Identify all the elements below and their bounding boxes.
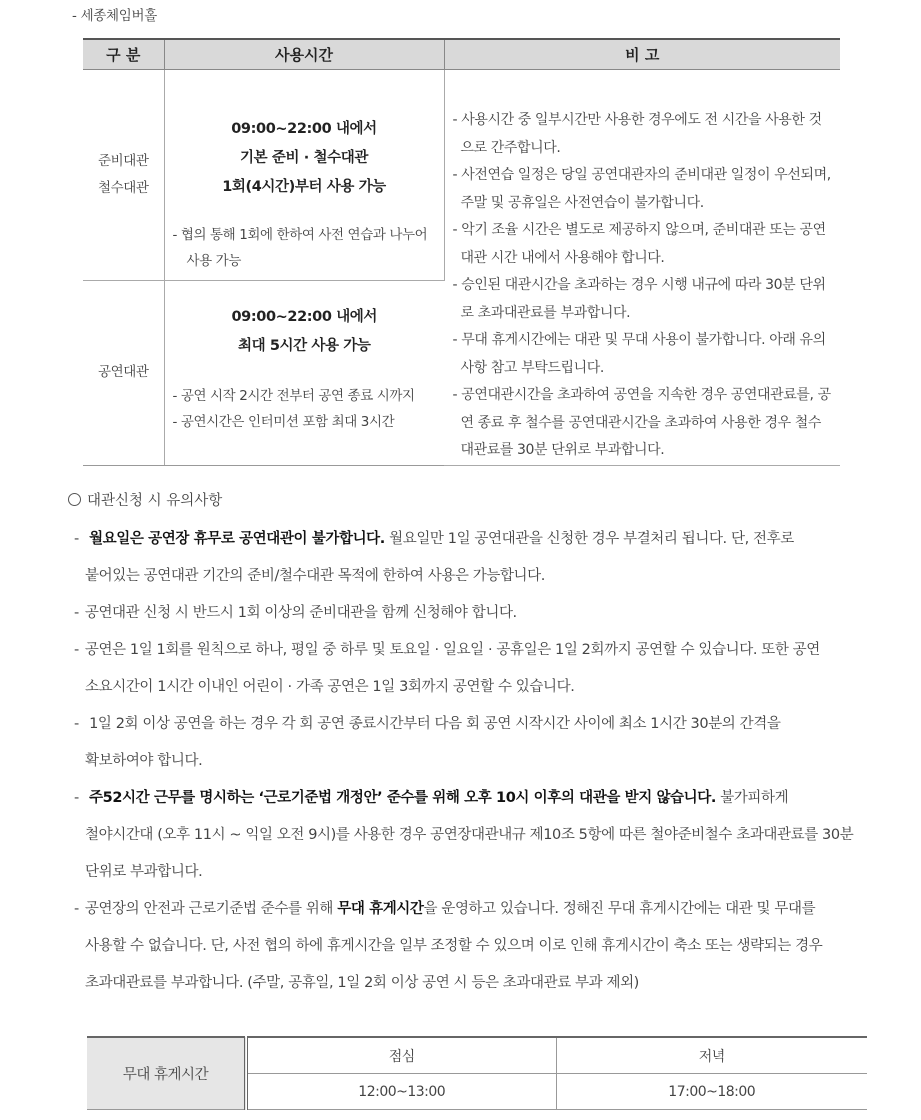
perf-sub-line: - 공연 시작 2시간 전부터 공연 종료 시까지 [172,388,415,405]
rule-text: 1일 2회 이상 공연을 하는 경우 각 회 공연 종료시간부터 다음 회 공연 시작시간 사이에 최소 1시간 30분의 간격을 [89,716,781,732]
prep-time-line: 09:00~22:00 내에서 [231,121,377,137]
rule-text: 공연장의 안전과 근로기준법 준수를 위해 [84,901,338,917]
remark-item: - 악기 조율 시간은 별도로 제공하지 않으며, 준비대관 또는 공연대관 시간 내에서 사용해야 합니다. [452,222,826,266]
category-prep [83,70,164,281]
prep-sub-note [165,202,444,274]
perf-time-line: 09:00~22:00 내에서 [231,309,378,326]
rules-list [74,521,868,1002]
rule-continuation: 확보하여야 합니다. [85,753,203,769]
category-perf [83,281,164,465]
remarks-list [445,70,841,465]
perf-time-line: 최대 5시간 사용 가능 [238,338,371,355]
usage-table [83,38,840,466]
prep-sub-line: 사용 가능 [186,253,241,269]
rule-continuation: 붙어있는 공연대관 기간의 준비/철수대관 목적에 한하여 사용은 가능합니다. [85,568,545,584]
rule-text: 불가피하게 [715,790,789,806]
rule-item-monday: - 월요일은 공연장 휴무로 공연대관이 불가합니다. 월요일만 1일 공연대관을 신청한 경우 부결처리 됩니다. 단, 전후로 붙어있는 공연대관 기간의 준비/철수대관 목적에 한하여 사용은 가능합니다. [74,521,868,595]
remark-item: - 공연대관시간을 초과하여 공연을 지속한 경우 공연대관료를, 공연 종료 후 철수를 공연대관시간을 초과하여 사용한 경우 철수대관료를 30분 단위로 부과합니다. [452,387,831,458]
category-prep-line1: 준비대관 [97,153,149,170]
rule-bold-text: 월요일은 공연장 휴무로 공연대관이 불가합니다. [89,531,385,547]
section-title-text: 대관신청 시 유의사항 [87,493,223,509]
usage-table-header [83,39,840,70]
prep-time-line: 1회(4시간)부터 사용 가능 [222,179,386,195]
prep-usage-time [164,70,444,281]
break-dinner-time: 17:00~18:00 [556,1074,867,1110]
rule-text: 을 운영하고 있습니다. 정해진 무대 휴게시간에는 대관 및 무대를 [423,901,816,917]
perf-sub-note [165,361,445,435]
break-time-table [87,1036,867,1110]
prep-time-line: 기본 준비 · 철수대관 [240,150,368,166]
remark-item: - 승인된 대관시간을 초과하는 경우 시행 내규에 따라 30분 단위로 초과대관료를 부과합니다. [452,277,826,321]
prep-time-block [165,70,444,202]
section-title [68,489,222,510]
remark-item: - 사전연습 일정은 당일 공연대관자의 준비대관 일정이 우선되며, 주말 및 공휴일은 사전연습이 불가합니다. [452,167,831,211]
row-prep [83,70,840,281]
rule-item-interval: - 1일 2회 이상 공연을 하는 경우 각 회 공연 종료시간부터 다음 회 공연 시작시간 사이에 최소 1시간 30분의 간격을 확보하여야 합니다. [74,706,868,780]
rule-text: 공연대관 신청 시 반드시 1회 이상의 준비대관을 함께 신청해야 합니다. [84,605,517,621]
rule-item-prep-required: - 공연대관 신청 시 반드시 1회 이상의 준비대관을 함께 신청해야 합니다. [74,605,517,621]
rule-item-52hours: - 주52시간 근무를 명시하는 ‘근로기준법 개정안’ 준수를 위해 오후 10시 이후의 대관을 받지 않습니다. 불가피하게 철야시간대 (오후 11시 ~ 익일 오전 9시)를 사용한 경우 공연장대관내규 제10조 5항에 따른 철야준비철수 초과대관료를 30분 단위로 부과합니다. [74,780,868,891]
rule-bold-text: 무대 휴게시간 [337,901,424,917]
section-header: - 세종체임버홀 [72,8,158,24]
header-remarks: 비 고 [444,39,840,70]
rule-continuation: 초과대관료를 부과합니다. (주말, 공휴일, 1일 2회 이상 공연 시 등은 초과대관료 부과 제외) [85,975,639,991]
category-perf-label: 공연대관 [97,364,149,381]
category-prep-line2: 철수대관 [97,180,149,197]
break-lunch-time: 12:00~13:00 [246,1074,556,1110]
rule-bold-text: 주52시간 근무를 명시하는 ‘근로기준법 개정안’ 준수를 위해 오후 10시 이후의 대관을 받지 않습니다. [89,790,716,806]
remark-item: - 사용시간 중 일부시간만 사용한 경우에도 전 시간을 사용한 것으로 간주합니다. [452,112,822,156]
circle-bullet-icon [68,493,81,506]
rule-text: 월요일만 1일 공연대관을 신청한 경우 부결처리 됩니다. 단, 전후로 [384,531,794,547]
break-table-label: 무대 휴게시간 [87,1037,246,1110]
header-category: 구 분 [83,39,164,70]
remark-item: - 무대 휴게시간에는 대관 및 무대 사용이 불가합니다. 아래 유의사항 참고 부탁드립니다. [452,332,826,376]
rule-text: 공연은 1일 1회를 원칙으로 하나, 평일 중 하루 및 토요일 · 일요일 · 공휴일은 1일 2회까지 공연할 수 있습니다. 또한 공연 [84,642,820,658]
break-dinner-header: 저녁 [556,1037,867,1074]
rule-continuation: 단위로 부과합니다. [85,864,203,880]
prep-sub-line: - 협의 통해 1회에 한하여 사전 연습과 나누어 [172,227,428,243]
rule-continuation: 소요시간이 1시간 이내인 어린이 · 가족 공연은 1일 3회까지 공연할 수 있습니다. [85,679,575,695]
rule-item-performance-count: - 공연은 1일 1회를 원칙으로 하나, 평일 중 하루 및 토요일 · 일요일 · 공휴일은 1일 2회까지 공연할 수 있습니다. 또한 공연 소요시간이 1시간 이내인 어린이 · 가족 공연은 1일 3회까지 공연할 수 있습니다. [74,632,868,706]
perf-sub-line: - 공연시간은 인터미션 포함 최대 3시간 [172,414,395,431]
perf-usage-time [164,281,444,465]
perf-time-block [165,281,445,361]
remarks-cell [444,70,840,466]
header-usage-time: 사용시간 [164,39,444,70]
rule-item-stage-break: - 공연장의 안전과 근로기준법 준수를 위해 무대 휴게시간을 운영하고 있습니다. 정해진 무대 휴게시간에는 대관 및 무대를 사용할 수 없습니다. 단, 사전 협의 하에 휴게시간을 일부 조정할 수 있으며 이로 인해 휴게시간이 축소 또는 생략되는 경우 초과대관료를 부과합니다. (주말, 공휴일, 1일 2회 이상 공연 시 등은 초과대관료 부과 제외) [74,891,868,1002]
rule-continuation: 사용할 수 없습니다. 단, 사전 협의 하에 휴게시간을 일부 조정할 수 있으며 이로 인해 휴게시간이 축소 또는 생략되는 경우 [85,938,823,954]
rule-continuation: 철야시간대 (오후 11시 ~ 익일 오전 9시)를 사용한 경우 공연장대관내규 제10조 5항에 따른 철야준비철수 초과대관료를 30분 [85,827,854,843]
break-lunch-header: 점심 [246,1037,556,1074]
